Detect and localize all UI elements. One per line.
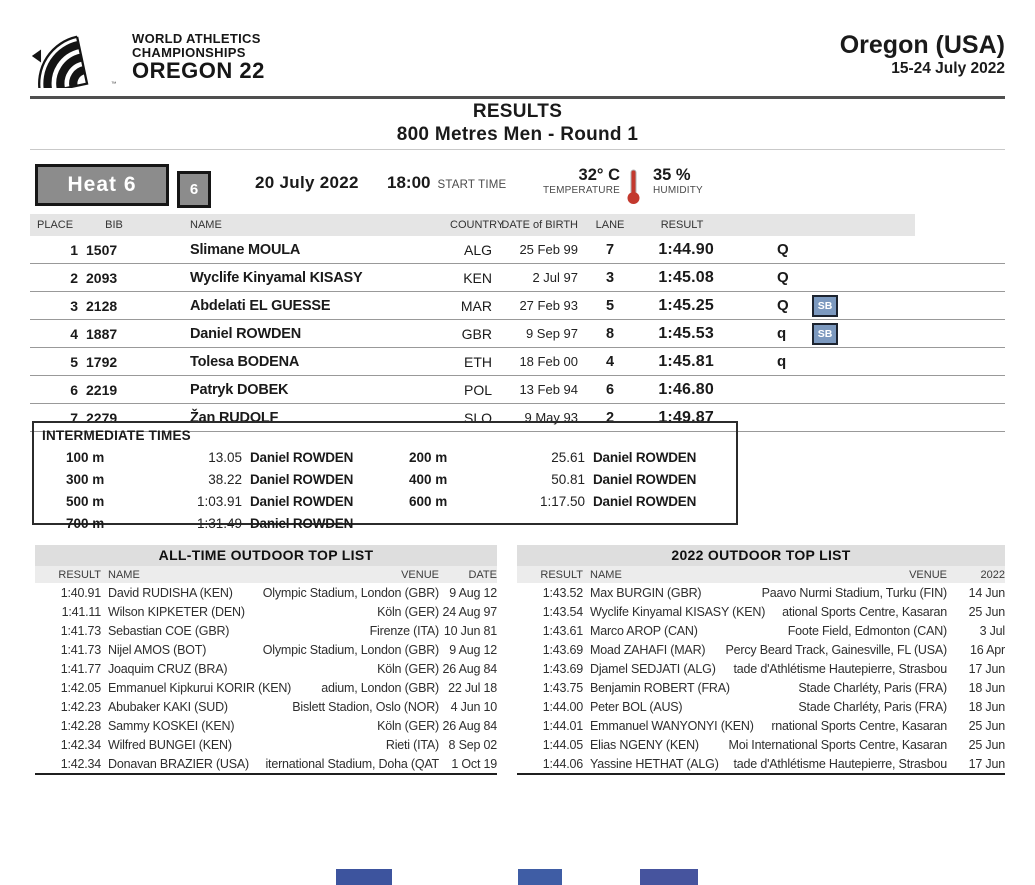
thermometer-icon (627, 168, 640, 206)
dob-cell: 25 Feb 99 (519, 242, 578, 257)
qualification-cell: q (777, 325, 787, 342)
alltime-top-list-header (35, 566, 497, 583)
split-athlete: Daniel ROWDEN (250, 449, 354, 465)
season-top-list-header (517, 566, 1005, 583)
temperature-value: 32° C (578, 166, 620, 184)
heat-info-row (35, 162, 1005, 212)
top-list-row (35, 754, 497, 773)
result-row (30, 348, 1005, 376)
top-list-row (35, 602, 497, 621)
result-cell: 1:49.87 (658, 408, 714, 426)
result-row (30, 292, 1005, 320)
sponsor-logo-fragment (518, 869, 562, 885)
row-name: Max BURGIN (GBR) (590, 585, 702, 600)
result-cell: 1:45.81 (658, 352, 714, 370)
row-result: 1:42.28 (60, 718, 101, 733)
row-date: 16 Apr (970, 642, 1005, 657)
start-time-value: 18:00 (387, 173, 431, 192)
lane-cell: 5 (605, 297, 615, 314)
row-result: 1:42.34 (60, 756, 101, 771)
split-entry (385, 446, 728, 468)
country-cell: GBR (461, 325, 492, 342)
bib-cell: 2093 (86, 269, 118, 286)
split-entry (385, 468, 728, 490)
row-venue: Rieti (ITA) (385, 737, 439, 752)
row-result: 1:41.73 (60, 642, 101, 657)
row-result: 1:43.69 (542, 661, 583, 676)
athlete-name-cell: Daniel ROWDEN (190, 325, 301, 342)
row-name: Wilfred BUNGEI (KEN) (108, 737, 232, 752)
row-venue: Bislett Stadion, Oslo (NOR) (292, 699, 439, 714)
split-distance: 100 m (66, 449, 105, 465)
dob-cell: 2 Jul 97 (532, 270, 578, 285)
alltime-top-list-body (35, 583, 497, 773)
split-entry (42, 512, 385, 534)
lane-cell: 3 (605, 269, 615, 286)
split-athlete: Daniel ROWDEN (250, 471, 354, 487)
result-row (30, 320, 1005, 348)
col-header-country: COUNTRY (450, 219, 505, 231)
qualification-cell: q (777, 353, 787, 370)
event-dates: 15-24 July 2022 (891, 60, 1005, 77)
col-header-year: 2022 (980, 568, 1005, 581)
country-cell: ALG (463, 241, 492, 258)
top-list-row (517, 602, 1005, 621)
col-header-name: NAME (590, 568, 622, 581)
top-list-row (35, 659, 497, 678)
split-time: 25.61 (551, 449, 585, 465)
start-time (387, 173, 506, 193)
col-header-venue: VENUE (401, 568, 439, 581)
split-time: 1:31.49 (196, 515, 242, 531)
row-venue: iternational Stadium, Doha (QAT (265, 756, 439, 771)
row-date: 8 Sep 02 (448, 737, 497, 752)
row-name: Emmanuel Kipkurui KORIR (KEN) (108, 680, 292, 695)
row-venue: Firenze (ITA) (369, 623, 439, 638)
row-date: 22 Jul 18 (448, 680, 497, 695)
split-entry (42, 468, 385, 490)
row-venue: Stade Charléty, Paris (FRA) (798, 680, 947, 695)
season-top-list-title: 2022 OUTDOOR TOP LIST (517, 545, 1005, 566)
world-athletics-logo (30, 24, 265, 88)
trademark-mark: ™ (110, 81, 117, 88)
row-date: 25 Jun (968, 604, 1005, 619)
row-date: 4 Jun 10 (450, 699, 497, 714)
result-row (30, 376, 1005, 404)
result-cell: 1:45.08 (658, 268, 714, 286)
row-name: Sammy KOSKEI (KEN) (108, 718, 235, 733)
row-name: Moad ZAHAFI (MAR) (590, 642, 706, 657)
row-result: 1:44.06 (542, 756, 583, 771)
row-date: 24 Aug 97 (442, 604, 497, 619)
row-name: David RUDISHA (KEN) (108, 585, 233, 600)
row-result: 1:44.05 (542, 737, 583, 752)
split-distance: 700 m (66, 515, 105, 531)
split-athlete: Daniel ROWDEN (250, 493, 354, 509)
dob-cell: 9 May 93 (524, 410, 578, 425)
row-date: 14 Jun (968, 585, 1005, 600)
row-venue: rnational Sports Centre, Kasaran (771, 718, 947, 733)
split-distance: 300 m (66, 471, 105, 487)
row-name: Donavan BRAZIER (USA) (108, 756, 249, 771)
split-distance: 400 m (409, 471, 448, 487)
badge-cell (800, 295, 850, 317)
dob-cell: 18 Feb 00 (519, 354, 578, 369)
row-name: Wilson KIPKETER (DEN) (108, 604, 245, 619)
place-cell: 1 (70, 241, 78, 258)
results-table (30, 214, 1005, 432)
row-result: 1:42.34 (60, 737, 101, 752)
place-cell: 4 (70, 325, 78, 342)
top-list-row (35, 735, 497, 754)
row-result: 1:44.01 (542, 718, 583, 733)
page-title (0, 100, 1035, 146)
row-venue: Köln (GER) (377, 661, 439, 676)
row-name: Joaquim CRUZ (BRA) (108, 661, 228, 676)
row-date: 3 Jul (979, 623, 1005, 638)
bib-cell: 1792 (86, 353, 118, 370)
row-date: 9 Aug 12 (449, 642, 497, 657)
result-cell: 1:46.80 (658, 380, 714, 398)
top-list-row (517, 621, 1005, 640)
place-cell: 7 (70, 409, 78, 426)
split-time: 13.05 (208, 449, 242, 465)
row-date: 17 Jun (968, 661, 1005, 676)
row-name: Elias NGENY (KEN) (590, 737, 699, 752)
country-cell: MAR (460, 297, 492, 314)
humidity-label: HUMIDITY (653, 185, 703, 196)
sponsor-logo-fragment (336, 869, 392, 885)
event-info (840, 24, 1005, 78)
season-top-list-body (517, 583, 1005, 773)
alltime-top-list-title: ALL-TIME OUTDOOR TOP LIST (35, 545, 497, 566)
row-venue: Olympic Stadium, London (GBR) (262, 642, 439, 657)
logo-text-line1: WORLD ATHLETICS (132, 31, 261, 46)
qualification-cell: Q (777, 297, 789, 314)
row-venue: ational Sports Centre, Kasaran (782, 604, 947, 619)
col-header-result: RESULT (540, 568, 583, 581)
dob-cell: 9 Sep 97 (525, 326, 578, 341)
split-distance: 600 m (409, 493, 448, 509)
place-cell: 2 (70, 269, 78, 286)
dob-cell: 27 Feb 93 (519, 298, 578, 313)
split-time: 1:03.91 (196, 493, 242, 509)
row-result: 1:44.00 (542, 699, 583, 714)
lane-cell: 7 (605, 241, 615, 258)
split-entry (42, 446, 385, 468)
result-row (30, 264, 1005, 292)
row-result: 1:42.05 (60, 680, 101, 695)
athlete-name-cell: Slimane MOULA (190, 241, 301, 258)
country-cell: KEN (463, 269, 492, 286)
title-divider (30, 149, 1005, 150)
row-name: Sebastian COE (GBR) (108, 623, 230, 638)
row-venue: Stade Charléty, Paris (FRA) (798, 699, 947, 714)
row-date: 26 Aug 84 (442, 718, 497, 733)
lane-cell: 6 (605, 381, 615, 398)
row-result: 1:43.52 (542, 585, 583, 600)
country-cell: ETH (464, 353, 492, 370)
heat-label-box: Heat 6 (35, 164, 169, 206)
top-list-row (517, 678, 1005, 697)
split-time: 1:17.50 (539, 493, 585, 509)
row-name: Peter BOL (AUS) (590, 699, 683, 714)
row-venue: tade d'Athlétisme Hautepierre, Strasbou (733, 756, 947, 771)
top-list-row (517, 735, 1005, 754)
badge-cell (800, 348, 850, 375)
row-name: Abubaker KAKI (SUD) (108, 699, 228, 714)
top-list-row (35, 697, 497, 716)
lane-cell: 4 (605, 353, 615, 370)
col-header-result: RESULT (660, 219, 704, 231)
athlete-name-cell: Patryk DOBEK (190, 381, 289, 398)
col-header-name: NAME (190, 219, 222, 231)
row-result: 1:42.23 (60, 699, 101, 714)
row-result: 1:40.91 (60, 585, 101, 600)
top-list-row (517, 659, 1005, 678)
place-cell: 6 (70, 381, 78, 398)
world-athletics-fan-icon (30, 24, 122, 88)
split-time: 50.81 (551, 471, 585, 487)
row-date: 9 Aug 12 (449, 585, 497, 600)
top-list-row (35, 583, 497, 602)
row-venue: tade d'Athlétisme Hautepierre, Strasbou (733, 661, 947, 676)
page-header (30, 24, 1005, 99)
row-result: 1:41.73 (60, 623, 101, 638)
col-header-result: RESULT (58, 568, 101, 581)
intermediate-times-box (32, 421, 738, 531)
fan-triangle (32, 50, 41, 63)
bib-cell: 2219 (86, 381, 118, 398)
athlete-name-cell: Wyclife Kinyamal KISASY (190, 269, 363, 286)
results-title: RESULTS (472, 101, 563, 122)
humidity-value: 35 % (653, 166, 691, 184)
bib-cell: 2279 (86, 409, 118, 426)
athlete-name-cell: Tolesa BODENA (190, 353, 300, 370)
top-list-row (517, 697, 1005, 716)
badge-cell (800, 404, 850, 431)
split-athlete: Daniel ROWDEN (593, 449, 697, 465)
place-cell: 3 (70, 297, 78, 314)
badge-cell (800, 323, 850, 345)
split-athlete: Daniel ROWDEN (593, 493, 697, 509)
top-list-row (35, 716, 497, 735)
col-header-place: PLACE (37, 219, 74, 231)
row-name: Marco AROP (CAN) (590, 623, 698, 638)
col-header-dob: DATE of BIRTH (501, 219, 578, 231)
lane-cell: 2 (605, 409, 615, 426)
result-row (30, 236, 1005, 264)
logo-text-line3: OREGON 22 (132, 58, 265, 83)
bib-cell: 1887 (86, 325, 118, 342)
col-header-lane: LANE (595, 219, 625, 231)
row-date: 1 Oct 19 (451, 756, 497, 771)
row-date: 18 Jun (968, 699, 1005, 714)
badge-cell (800, 236, 850, 263)
country-cell: SLO (463, 409, 492, 426)
results-table-body (30, 236, 1005, 432)
row-date: 17 Jun (968, 756, 1005, 771)
col-header-bib: BIB (105, 219, 123, 231)
result-cell: 1:44.90 (658, 240, 714, 258)
badge-cell (800, 264, 850, 291)
split-time: 38.22 (208, 471, 242, 487)
row-venue: Moi International Sports Centre, Kasaran (728, 737, 947, 752)
logo-text-line2: CHAMPIONSHIPS (132, 45, 246, 60)
row-result: 1:43.69 (542, 642, 583, 657)
row-venue: Foote Field, Edmonton (CAN) (787, 623, 947, 638)
humidity-block (653, 166, 723, 196)
row-name: Djamel SEDJATI (ALG) (590, 661, 716, 676)
split-distance: 500 m (66, 493, 105, 509)
row-venue: adium, London (GBR) (321, 680, 439, 695)
top-list-row (517, 754, 1005, 773)
row-result: 1:41.11 (61, 604, 101, 619)
row-venue: Olympic Stadium, London (GBR) (262, 585, 439, 600)
top-list-row (517, 716, 1005, 735)
badge-cell (800, 376, 850, 403)
result-cell: 1:45.53 (658, 324, 714, 342)
event-location: Oregon (USA) (839, 31, 1005, 59)
top-list-row (35, 621, 497, 640)
event-title: 800 Metres Men - Round 1 (396, 124, 639, 145)
top-list-row (35, 678, 497, 697)
split-distance: 200 m (409, 449, 448, 465)
athlete-name-cell: Abdelati EL GUESSE (190, 297, 331, 314)
athlete-name-cell: Žan RUDOLF (190, 409, 279, 426)
heat-date: 20 July 2022 (255, 173, 359, 192)
row-name: Wyclife Kinyamal KISASY (KEN) (590, 604, 766, 619)
bib-cell: 1507 (86, 241, 118, 258)
result-cell: 1:45.25 (658, 296, 714, 314)
split-entry (42, 490, 385, 512)
row-name: Nijel AMOS (BOT) (108, 642, 207, 657)
row-name: Yassine HETHAT (ALG) (590, 756, 719, 771)
split-athlete: Daniel ROWDEN (593, 471, 697, 487)
row-result: 1:43.54 (542, 604, 583, 619)
season-best-badge: SB (812, 295, 838, 317)
qualification-cell: Q (777, 241, 789, 258)
start-time-label: START TIME (437, 179, 507, 191)
alltime-top-list (35, 545, 497, 775)
heat-number-box: 6 (177, 171, 211, 208)
split-entry (385, 490, 728, 512)
row-date: 10 Jun 81 (443, 623, 497, 638)
top-list-row (517, 583, 1005, 602)
bib-cell: 2128 (86, 297, 118, 314)
row-result: 1:43.61 (542, 623, 583, 638)
temperature-block (515, 166, 620, 196)
row-result: 1:41.77 (60, 661, 101, 676)
lane-cell: 8 (605, 325, 615, 342)
qualification-cell: Q (777, 269, 789, 286)
intermediate-times-grid (42, 446, 728, 534)
row-venue: Paavo Nurmi Stadium, Turku (FIN) (761, 585, 947, 600)
row-venue: Percy Beard Track, Gainesville, FL (USA) (725, 642, 947, 657)
col-header-name: NAME (108, 568, 140, 581)
row-date: 25 Jun (968, 737, 1005, 752)
logo-text (132, 30, 265, 82)
col-header-date: DATE (468, 568, 497, 581)
top-list-row (35, 640, 497, 659)
top-list-row (517, 640, 1005, 659)
season-top-list (517, 545, 1005, 775)
season-best-badge: SB (812, 323, 838, 345)
row-date: 18 Jun (968, 680, 1005, 695)
temperature-label: TEMPERATURE (542, 185, 620, 196)
split-athlete: Daniel ROWDEN (250, 515, 354, 531)
country-cell: POL (463, 381, 492, 398)
row-venue: Köln (GER) (377, 604, 439, 619)
sponsor-logo-fragment (640, 869, 698, 885)
row-name: Benjamin ROBERT (FRA) (590, 680, 730, 695)
row-date: 25 Jun (968, 718, 1005, 733)
results-table-header (30, 214, 915, 236)
row-date: 26 Aug 84 (442, 661, 497, 676)
col-header-venue: VENUE (909, 568, 947, 581)
row-venue: Köln (GER) (377, 718, 439, 733)
place-cell: 5 (70, 353, 78, 370)
row-result: 1:43.75 (542, 680, 583, 695)
row-name: Emmanuel WANYONYI (KEN) (590, 718, 754, 733)
intermediate-times-title: INTERMEDIATE TIMES (42, 428, 191, 443)
dob-cell: 13 Feb 94 (519, 382, 578, 397)
